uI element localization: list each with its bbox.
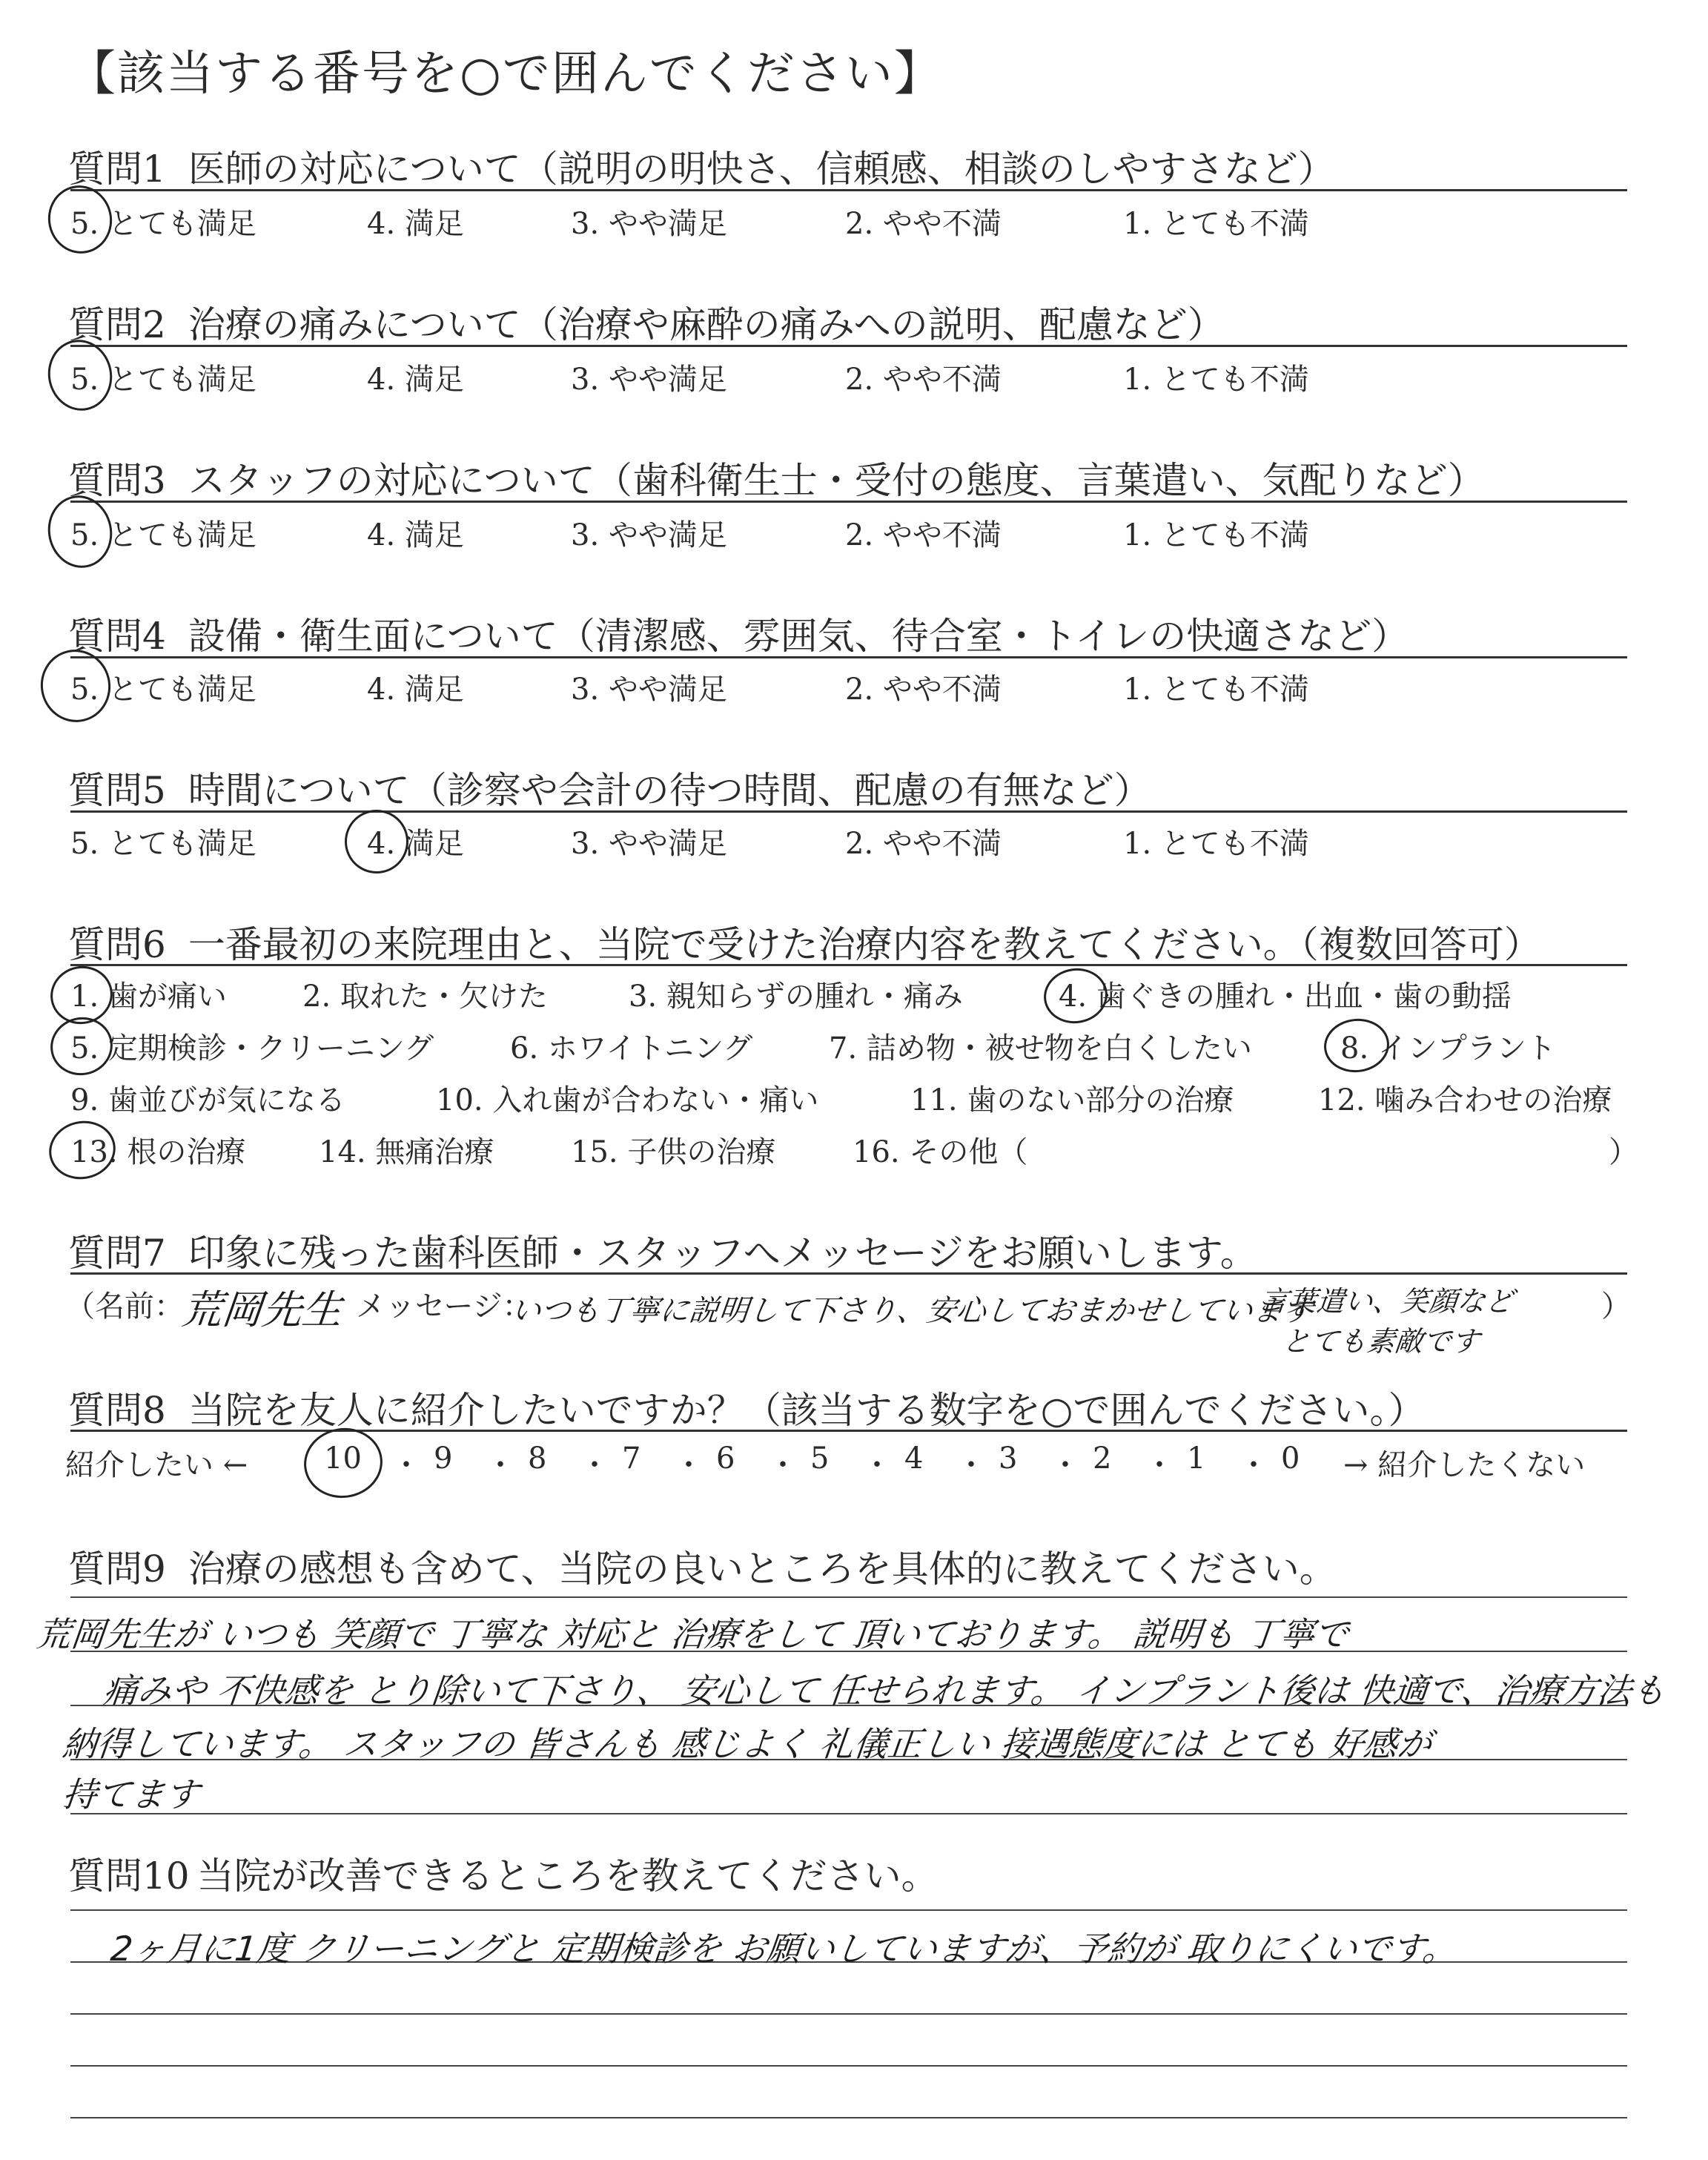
question-label: 質問2 xyxy=(68,303,166,346)
option-5[interactable]: 5. とても満足 xyxy=(70,363,256,397)
option-1[interactable]: 1. とても不満 xyxy=(1123,363,1309,397)
scale-9[interactable]: 9 xyxy=(434,1441,453,1476)
scale-7[interactable]: 7 xyxy=(622,1441,641,1476)
option-9[interactable]: 9. 歯並びが気になる xyxy=(70,1083,345,1117)
option-3[interactable]: 3. 親知らずの腫れ・痛み xyxy=(629,980,963,1014)
scale-dot: ・ xyxy=(1239,1448,1268,1482)
scale-right-label: → 紹介したくない xyxy=(1343,1448,1586,1482)
question-3 xyxy=(68,451,1485,504)
question-label: 質問5 xyxy=(68,769,166,812)
writing-line xyxy=(70,1909,1627,1911)
option-1[interactable]: 1. とても不満 xyxy=(1123,827,1309,861)
option-10[interactable]: 10. 入れ歯が合わない・痛い xyxy=(436,1083,819,1117)
option-3[interactable]: 3. やや満足 xyxy=(571,363,727,397)
scale-4[interactable]: 4 xyxy=(904,1441,924,1476)
option-2[interactable]: 2. やや不満 xyxy=(845,673,1002,707)
question-6 xyxy=(68,915,1541,968)
option-5[interactable]: 5. とても満足 xyxy=(70,673,256,707)
option-3[interactable]: 3. やや満足 xyxy=(571,518,727,552)
scale-dot: ・ xyxy=(1145,1448,1174,1482)
option-7[interactable]: 7. 詰め物・被せ物を白くしたい xyxy=(829,1031,1252,1066)
option-13[interactable]: 13. 根の治療 xyxy=(70,1135,246,1169)
option-11[interactable]: 11. 歯のない部分の治療 xyxy=(910,1083,1234,1117)
scale-dot: ・ xyxy=(391,1448,421,1482)
option-14[interactable]: 14. 無痛治療 xyxy=(319,1135,494,1169)
divider xyxy=(70,656,1627,658)
name-label: （名前： xyxy=(65,1289,184,1324)
option-2[interactable]: 2. やや不満 xyxy=(845,827,1002,861)
scale-dot: ・ xyxy=(1050,1448,1080,1482)
question-label: 質問8 xyxy=(68,1389,166,1432)
selection-circle xyxy=(45,1011,118,1081)
option-12[interactable]: 12. 噛み合わせの治療 xyxy=(1318,1083,1612,1117)
question-text: 当院が改善できるところを教えてください。 xyxy=(196,1855,939,1898)
option-2[interactable]: 2. やや不満 xyxy=(845,518,1002,552)
option-5[interactable]: 5. とても満足 xyxy=(70,207,256,241)
message-extra: 言葉遣い、笑顔など xyxy=(1258,1285,1515,1318)
option-5[interactable]: 5. とても満足 xyxy=(70,827,256,861)
option-4[interactable]: 4. 満足 xyxy=(367,673,464,707)
question-label: 質問1 xyxy=(68,148,166,191)
question-text: 印象に残った歯科医師・スタッフへメッセージをお願いします。 xyxy=(188,1232,1257,1275)
writing-line xyxy=(70,2117,1627,2118)
selection-circle xyxy=(44,1114,121,1185)
option-2[interactable]: 2. やや不満 xyxy=(845,363,1002,397)
question-label: 質問3 xyxy=(68,459,166,502)
option-4[interactable]: 4. 満足 xyxy=(367,827,464,861)
option-1[interactable]: 1. とても不満 xyxy=(1123,207,1309,241)
message-value: いつも丁寧に説明して下さり、安心しておまかせしています xyxy=(509,1294,1314,1328)
option-1[interactable]: 1. 歯が痛い xyxy=(70,980,227,1014)
writing-line xyxy=(70,2065,1627,2067)
question-label: 質問7 xyxy=(68,1232,166,1275)
option-4[interactable]: 4. 満足 xyxy=(367,363,464,397)
scale-dot: ・ xyxy=(768,1448,798,1482)
option-3[interactable]: 3. やや満足 xyxy=(571,673,727,707)
question-text: 医師の対応について（説明の明快さ、信頼感、相談のしやすさなど） xyxy=(188,148,1335,191)
question-10 xyxy=(68,1846,939,1900)
scale-6[interactable]: 6 xyxy=(716,1441,735,1476)
scale-dot: ・ xyxy=(956,1448,986,1482)
scale-5[interactable]: 5 xyxy=(810,1441,830,1476)
question-7 xyxy=(68,1223,1257,1277)
page-title: 【該当する番号を○で囲んでください】 xyxy=(68,47,943,102)
scale-8[interactable]: 8 xyxy=(528,1441,547,1476)
answer-line: 2ヶ月に1度 クリーニングと 定期検診を お願いしていますが、予約が 取りにくいです。 xyxy=(108,1929,1459,1969)
scale-dot: ・ xyxy=(674,1448,704,1482)
option-15[interactable]: 15. 子供の治療 xyxy=(571,1135,776,1169)
name-value: 荒岡先生 xyxy=(179,1287,345,1333)
question-2 xyxy=(68,295,1225,349)
answer-line: 持てます xyxy=(60,1774,202,1814)
divider xyxy=(70,1272,1627,1275)
question-text: 治療の感想も含めて、当院の良いところを具体的に教えてください。 xyxy=(188,1548,1337,1591)
scale-10[interactable]: 10 xyxy=(324,1441,362,1476)
divider xyxy=(70,189,1627,191)
answer-line: 痛みや 不快感を とり除いて下さり、 安心して 任せられます。 インプラント後は 快適で、治療方法も xyxy=(101,1671,1668,1711)
option-5[interactable]: 5. 定期検診・クリーニング xyxy=(70,1031,434,1066)
option-1[interactable]: 1. とても不満 xyxy=(1123,518,1309,552)
option-4[interactable]: 4. 歯ぐきの腫れ・出血・歯の動揺 xyxy=(1059,980,1512,1014)
answer-line: 荒岡先生が いつも 笑顔で 丁寧な 対応と 治療をして 頂いております。 説明も 丁寧で xyxy=(34,1614,1351,1654)
option-2[interactable]: 2. やや不満 xyxy=(845,207,1002,241)
message-label: メッセージ： xyxy=(356,1289,532,1324)
option-3[interactable]: 3. やや満足 xyxy=(571,827,727,861)
question-1 xyxy=(68,139,1335,193)
close-paren: ） xyxy=(1601,1289,1631,1324)
question-9 xyxy=(68,1539,1337,1593)
question-label: 質問10 xyxy=(68,1855,190,1898)
question-label: 質問9 xyxy=(68,1548,166,1591)
scale-2[interactable]: 2 xyxy=(1093,1441,1112,1476)
divider xyxy=(70,1430,1627,1432)
scale-dot: ・ xyxy=(580,1448,609,1482)
question-5 xyxy=(68,761,1151,814)
question-text: 一番最初の来院理由と、当院で受けた治療内容を教えてください。（複数回答可） xyxy=(188,923,1541,966)
question-text: 設備・衛生面について（清潔感、雰囲気、待合室・トイレの快適さなど） xyxy=(188,615,1409,658)
option-4[interactable]: 4. 満足 xyxy=(367,518,464,552)
scale-dot: ・ xyxy=(486,1448,515,1482)
close-paren: ） xyxy=(1609,1135,1638,1169)
question-text: 治療の痛みについて（治療や麻酔の痛みへの説明、配慮など） xyxy=(188,303,1225,346)
message-extra-2: とても素敵です xyxy=(1280,1325,1481,1358)
scale-1[interactable]: 1 xyxy=(1187,1441,1206,1476)
question-text: 時間について（診察や会計の待つ時間、配慮の有無など） xyxy=(188,769,1151,812)
divider xyxy=(70,345,1627,347)
divider xyxy=(70,810,1627,813)
answer-line: 納得しています。 スタッフの 皆さんも 感じよく 礼儀正しい 接遇態度には とても 好感が xyxy=(60,1724,1434,1764)
scale-0[interactable]: 0 xyxy=(1281,1441,1300,1476)
scale-left-label: 紹介したい ← xyxy=(65,1448,248,1482)
question-4 xyxy=(68,607,1409,660)
option-5[interactable]: 5. とても満足 xyxy=(70,518,256,552)
option-8[interactable]: 8. インプラント xyxy=(1340,1031,1556,1066)
option-3[interactable]: 3. やや満足 xyxy=(571,207,727,241)
option-2[interactable]: 2. 取れた・欠けた xyxy=(302,980,548,1014)
question-label: 質問4 xyxy=(68,615,166,658)
writing-line xyxy=(70,1596,1627,1598)
writing-line xyxy=(70,1813,1627,1814)
question-text: 当院を友人に紹介したいですか？（該当する数字を○で囲んでください。） xyxy=(188,1389,1426,1432)
option-16[interactable]: 16. その他（ xyxy=(853,1135,1028,1169)
scale-dot: ・ xyxy=(862,1448,892,1482)
option-6[interactable]: 6. ホワイトニング xyxy=(510,1031,753,1066)
divider xyxy=(70,964,1627,966)
question-8 xyxy=(68,1381,1425,1434)
selection-circle xyxy=(299,1423,387,1503)
option-1[interactable]: 1. とても不満 xyxy=(1123,673,1309,707)
question-label: 質問6 xyxy=(68,923,166,966)
question-text: スタッフの対応について（歯科衛生士・受付の態度、言葉遣い、気配りなど） xyxy=(188,459,1485,502)
writing-line xyxy=(70,2013,1627,2015)
selection-circle xyxy=(340,805,414,879)
scale-3[interactable]: 3 xyxy=(999,1441,1018,1476)
divider xyxy=(70,501,1627,503)
option-4[interactable]: 4. 満足 xyxy=(367,207,464,241)
